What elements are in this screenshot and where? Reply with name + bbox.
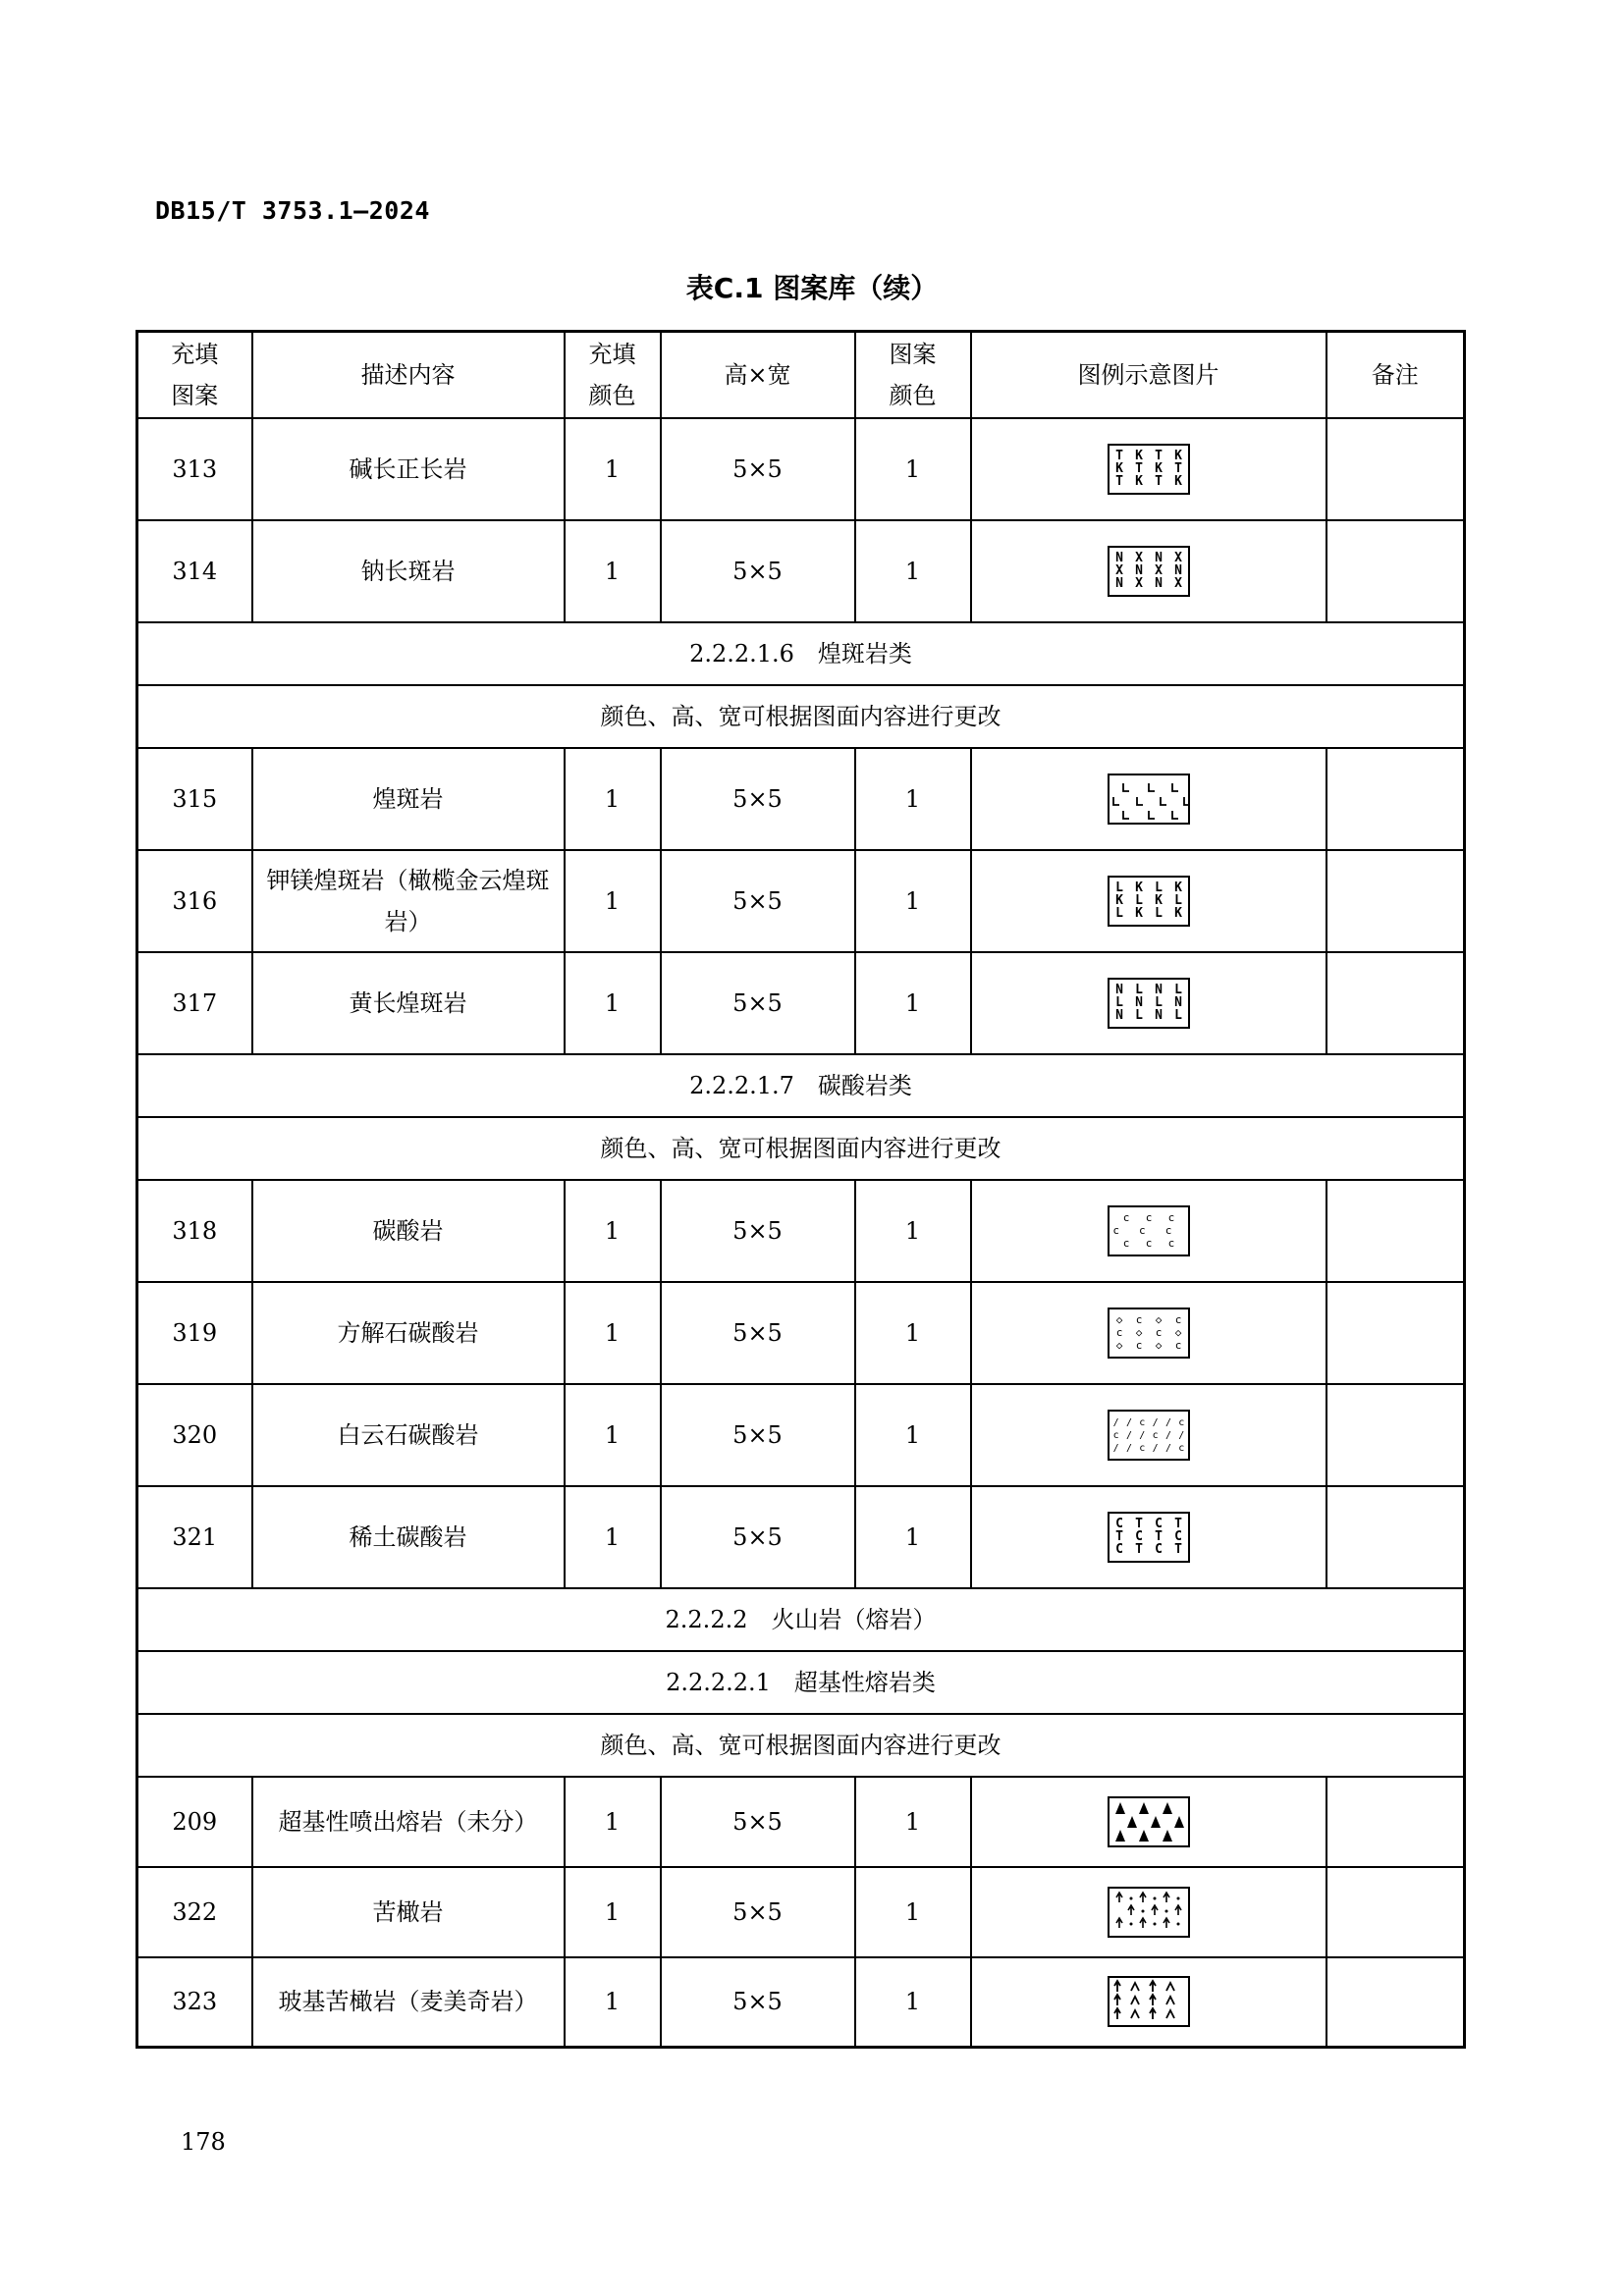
legend-image: [971, 1867, 1326, 1957]
svg-text:T: T: [1114, 448, 1123, 463]
pattern-code: 313: [137, 418, 252, 520]
svg-text:/: /: [1125, 1442, 1132, 1454]
remark: [1326, 1867, 1465, 1957]
svg-text:K: K: [1114, 892, 1123, 908]
svg-text:L: L: [1134, 982, 1143, 997]
svg-text:c: c: [1164, 1223, 1171, 1237]
svg-text:C: C: [1114, 1541, 1123, 1557]
remark: [1326, 1282, 1465, 1384]
table-row: [137, 952, 1465, 1054]
svg-text:K: K: [1173, 905, 1182, 921]
section-row: [137, 1651, 1465, 1714]
svg-text:c: c: [1174, 1338, 1181, 1352]
arch-pattern-icon: [1108, 1796, 1190, 1847]
svg-text:/: /: [1164, 1416, 1171, 1428]
svg-text:N: N: [1114, 982, 1123, 997]
legend-image: [971, 1282, 1326, 1384]
pattern-code: 323: [137, 1957, 252, 2048]
legend-image: [971, 1777, 1326, 1867]
table-row: [137, 418, 1465, 520]
legend-image: [971, 1957, 1326, 2048]
svg-text:T: T: [1114, 1528, 1123, 1544]
fill-color: 1: [565, 952, 661, 1054]
remark: [1326, 1384, 1465, 1486]
legend-image: [971, 1486, 1326, 1588]
pattern-color: 1: [855, 1384, 971, 1486]
svg-text:N: N: [1154, 1007, 1163, 1023]
tk-pattern-icon: [1108, 444, 1190, 495]
svg-text:/: /: [1138, 1429, 1145, 1441]
svg-text:L: L: [1154, 880, 1163, 895]
description: 白云石碳酸岩: [252, 1384, 565, 1486]
section-heading: 颜色、高、宽可根据图面内容进行更改: [137, 1714, 1465, 1777]
description: 玻基苦橄岩（麦美奇岩）: [252, 1957, 565, 2048]
svg-text:/: /: [1125, 1429, 1132, 1441]
svg-text:X: X: [1134, 550, 1143, 565]
remark: [1326, 1777, 1465, 1867]
svg-text:C: C: [1134, 1528, 1143, 1544]
height-width: 5×5: [661, 520, 855, 622]
table-title: 表C.1 图案库（续）: [685, 272, 939, 304]
lk-pattern-icon: [1108, 876, 1190, 927]
svg-text:◇: ◇: [1155, 1338, 1162, 1352]
svg-text:K: K: [1173, 473, 1182, 489]
arrow-dot-pattern-icon: [1108, 1887, 1190, 1938]
svg-text:c: c: [1155, 1325, 1162, 1339]
pattern-color: 1: [855, 520, 971, 622]
fill-color: 1: [565, 1957, 661, 2048]
fill-color: 1: [565, 1282, 661, 1384]
pattern-color: 1: [855, 1486, 971, 1588]
svg-text:N: N: [1114, 575, 1123, 591]
c-pattern-icon: [1108, 1205, 1190, 1256]
fill-color: 1: [565, 1180, 661, 1282]
pattern-color: 1: [855, 850, 971, 952]
svg-text:c: c: [1122, 1210, 1129, 1224]
svg-text:c: c: [1122, 1236, 1129, 1250]
svg-text:◇: ◇: [1155, 1312, 1162, 1326]
svg-text:N: N: [1154, 575, 1163, 591]
svg-text:N: N: [1173, 562, 1182, 578]
svg-text:c: c: [1135, 1338, 1142, 1352]
pattern-color: 1: [855, 1180, 971, 1282]
c-slash-pattern-icon: [1108, 1410, 1190, 1461]
svg-text:/: /: [1164, 1442, 1171, 1454]
pattern-code: 315: [137, 748, 252, 850]
svg-text:c: c: [1145, 1236, 1152, 1250]
svg-text:◇: ◇: [1174, 1325, 1181, 1339]
section-heading: 颜色、高、宽可根据图面内容进行更改: [137, 685, 1465, 748]
pattern-code: 317: [137, 952, 252, 1054]
nx-pattern-icon: [1108, 546, 1190, 597]
legend-image: [971, 748, 1326, 850]
svg-text:N: N: [1134, 562, 1143, 578]
description: 黄长煌斑岩: [252, 952, 565, 1054]
table-row: [137, 850, 1465, 952]
table-row: [137, 1777, 1465, 1867]
fill-color: 1: [565, 850, 661, 952]
fill-color: 1: [565, 1867, 661, 1957]
table-body: [137, 418, 1465, 2048]
pattern-color: 1: [855, 1957, 971, 2048]
section-row: [137, 1117, 1465, 1180]
table-row: [137, 1384, 1465, 1486]
svg-text:N: N: [1154, 550, 1163, 565]
svg-text:/: /: [1152, 1442, 1159, 1454]
svg-text:K: K: [1173, 880, 1182, 895]
svg-text:T: T: [1173, 1541, 1182, 1557]
table-header-row: [137, 332, 1465, 418]
svg-text:c: c: [1174, 1312, 1181, 1326]
height-width: 5×5: [661, 850, 855, 952]
svg-text:X: X: [1134, 575, 1143, 591]
col-pattern-color: 图案 颜色: [855, 332, 971, 418]
svg-text:K: K: [1134, 448, 1143, 463]
document-id: DB15/T 3753.1—2024: [155, 196, 430, 225]
pattern-color: 1: [855, 1777, 971, 1867]
svg-text:L: L: [1114, 880, 1123, 895]
section-heading: 颜色、高、宽可根据图面内容进行更改: [137, 1117, 1465, 1180]
svg-text:C: C: [1154, 1516, 1163, 1531]
height-width: 5×5: [661, 418, 855, 520]
remark: [1326, 1180, 1465, 1282]
remark: [1326, 748, 1465, 850]
pattern-code: 209: [137, 1777, 252, 1867]
svg-text:L: L: [1134, 892, 1143, 908]
svg-text:X: X: [1114, 562, 1123, 578]
svg-text:/: /: [1125, 1416, 1132, 1428]
description: 超基性喷出熔岩（未分）: [252, 1777, 565, 1867]
height-width: 5×5: [661, 748, 855, 850]
remark: [1326, 1957, 1465, 2048]
fill-color: 1: [565, 1486, 661, 1588]
legend-image: [971, 1180, 1326, 1282]
col-height-width: 高×宽: [661, 332, 855, 418]
description: 方解石碳酸岩: [252, 1282, 565, 1384]
description: 煌斑岩: [252, 748, 565, 850]
table-row: [137, 520, 1465, 622]
fill-color: 1: [565, 520, 661, 622]
remark: [1326, 850, 1465, 952]
table-row: [137, 1486, 1465, 1588]
svg-text:K: K: [1154, 892, 1163, 908]
description: 钠长斑岩: [252, 520, 565, 622]
svg-text:X: X: [1154, 562, 1163, 578]
svg-text:L: L: [1154, 905, 1163, 921]
svg-text:K: K: [1154, 460, 1163, 476]
legend-image: [971, 1384, 1326, 1486]
table-row: [137, 748, 1465, 850]
svg-text:L: L: [1114, 994, 1123, 1010]
svg-text:K: K: [1134, 905, 1143, 921]
svg-text:c: c: [1177, 1442, 1184, 1454]
svg-text:/: /: [1112, 1416, 1119, 1428]
pattern-code: 318: [137, 1180, 252, 1282]
svg-text:c: c: [1138, 1223, 1146, 1237]
svg-text:N: N: [1154, 982, 1163, 997]
svg-text:/: /: [1112, 1442, 1119, 1454]
height-width: 5×5: [661, 1180, 855, 1282]
pattern-color: 1: [855, 952, 971, 1054]
svg-text:c: c: [1138, 1442, 1145, 1454]
legend-image: [971, 520, 1326, 622]
page-number: 178: [181, 2128, 226, 2156]
height-width: 5×5: [661, 1957, 855, 2048]
section-row: [137, 1588, 1465, 1651]
pattern-code: 322: [137, 1867, 252, 1957]
height-width: 5×5: [661, 1486, 855, 1588]
svg-text:◇: ◇: [1135, 1325, 1142, 1339]
table-row: [137, 1282, 1465, 1384]
pattern-code: 316: [137, 850, 252, 952]
legend-image: [971, 850, 1326, 952]
svg-text:c: c: [1115, 1325, 1122, 1339]
pattern-color: 1: [855, 1282, 971, 1384]
svg-text:L: L: [1114, 905, 1123, 921]
svg-text:N: N: [1114, 550, 1123, 565]
pattern-color: 1: [855, 418, 971, 520]
svg-text:C: C: [1114, 1516, 1123, 1531]
svg-text:c: c: [1177, 1416, 1184, 1428]
svg-text:K: K: [1114, 460, 1123, 476]
svg-text:K: K: [1134, 880, 1143, 895]
section-heading: 2.2.2.1.6 煌斑岩类: [137, 622, 1465, 685]
remark: [1326, 520, 1465, 622]
svg-text:◇: ◇: [1115, 1312, 1122, 1326]
description: 碳酸岩: [252, 1180, 565, 1282]
pattern-code: 314: [137, 520, 252, 622]
section-row: [137, 685, 1465, 748]
pattern-code: 321: [137, 1486, 252, 1588]
svg-text:T: T: [1134, 1516, 1143, 1531]
col-description: 描述内容: [252, 332, 565, 418]
description: 钾镁煌斑岩（橄榄金云煌斑岩）: [252, 850, 565, 952]
svg-text:N: N: [1114, 1007, 1123, 1023]
svg-text:/: /: [1152, 1416, 1159, 1428]
col-fill-pattern: 充填 图案: [137, 332, 252, 418]
remark: [1326, 1486, 1465, 1588]
description: 碱长正长岩: [252, 418, 565, 520]
svg-text:K: K: [1134, 473, 1143, 489]
pattern-color: 1: [855, 1867, 971, 1957]
table-row: [137, 1867, 1465, 1957]
section-heading: 2.2.2.2.1 超基性熔岩类: [137, 1651, 1465, 1714]
col-legend-image: 图例示意图片: [971, 332, 1326, 418]
section-heading: 2.2.2.2 火山岩（熔岩）: [137, 1588, 1465, 1651]
section-row: [137, 1714, 1465, 1777]
legend-image: [971, 952, 1326, 1054]
svg-text:T: T: [1114, 473, 1123, 489]
height-width: 5×5: [661, 1777, 855, 1867]
fill-color: 1: [565, 418, 661, 520]
svg-text:T: T: [1173, 1516, 1182, 1531]
svg-text:/: /: [1177, 1429, 1184, 1441]
svg-text:c: c: [1135, 1312, 1142, 1326]
svg-text:c: c: [1167, 1210, 1174, 1224]
remark: [1326, 418, 1465, 520]
table-row: [137, 1957, 1465, 2048]
svg-text:C: C: [1173, 1528, 1182, 1544]
fill-color: 1: [565, 1384, 661, 1486]
height-width: 5×5: [661, 952, 855, 1054]
svg-text:L: L: [1173, 1007, 1182, 1023]
svg-text:N: N: [1134, 994, 1143, 1010]
svg-text:K: K: [1173, 448, 1182, 463]
table-row: [137, 1180, 1465, 1282]
svg-text:T: T: [1154, 448, 1163, 463]
svg-text:T: T: [1154, 1528, 1163, 1544]
pattern-code: 320: [137, 1384, 252, 1486]
col-remark: 备注: [1326, 332, 1465, 418]
svg-text:c: c: [1152, 1429, 1159, 1441]
description: 苦橄岩: [252, 1867, 565, 1957]
svg-text:X: X: [1173, 550, 1182, 565]
svg-text:c: c: [1111, 1223, 1119, 1237]
l-pattern-icon: [1108, 774, 1190, 825]
svg-text:X: X: [1173, 575, 1182, 591]
svg-text:/: /: [1164, 1429, 1171, 1441]
svg-text:c: c: [1138, 1416, 1145, 1428]
pattern-color: 1: [855, 748, 971, 850]
svg-text:N: N: [1173, 994, 1182, 1010]
height-width: 5×5: [661, 1867, 855, 1957]
svg-text:T: T: [1134, 460, 1143, 476]
height-width: 5×5: [661, 1282, 855, 1384]
legend-image: [971, 418, 1326, 520]
svg-text:T: T: [1154, 473, 1163, 489]
svg-text:c: c: [1112, 1429, 1119, 1441]
nl-pattern-icon: [1108, 978, 1190, 1029]
section-heading: 2.2.2.1.7 碳酸岩类: [137, 1054, 1465, 1117]
svg-text:C: C: [1154, 1541, 1163, 1557]
col-fill-color: 充填 颜色: [565, 332, 661, 418]
svg-text:c: c: [1145, 1210, 1152, 1224]
section-row: [137, 622, 1465, 685]
remark: [1326, 952, 1465, 1054]
section-row: [137, 1054, 1465, 1117]
pattern-library-table: [135, 330, 1466, 2049]
svg-text:c: c: [1167, 1236, 1174, 1250]
svg-text:T: T: [1173, 460, 1182, 476]
fill-color: 1: [565, 748, 661, 850]
svg-text:T: T: [1134, 1541, 1143, 1557]
c-diamond-pattern-icon: [1108, 1308, 1190, 1359]
svg-text:◇: ◇: [1115, 1338, 1122, 1352]
height-width: 5×5: [661, 1384, 855, 1486]
ct-pattern-icon: [1108, 1512, 1190, 1563]
arrow-caret-pattern-icon: [1108, 1976, 1190, 2027]
description: 稀土碳酸岩: [252, 1486, 565, 1588]
svg-text:L: L: [1173, 982, 1182, 997]
svg-text:L: L: [1154, 994, 1163, 1010]
svg-text:L: L: [1173, 892, 1182, 908]
svg-text:L: L: [1134, 1007, 1143, 1023]
pattern-code: 319: [137, 1282, 252, 1384]
fill-color: 1: [565, 1777, 661, 1867]
